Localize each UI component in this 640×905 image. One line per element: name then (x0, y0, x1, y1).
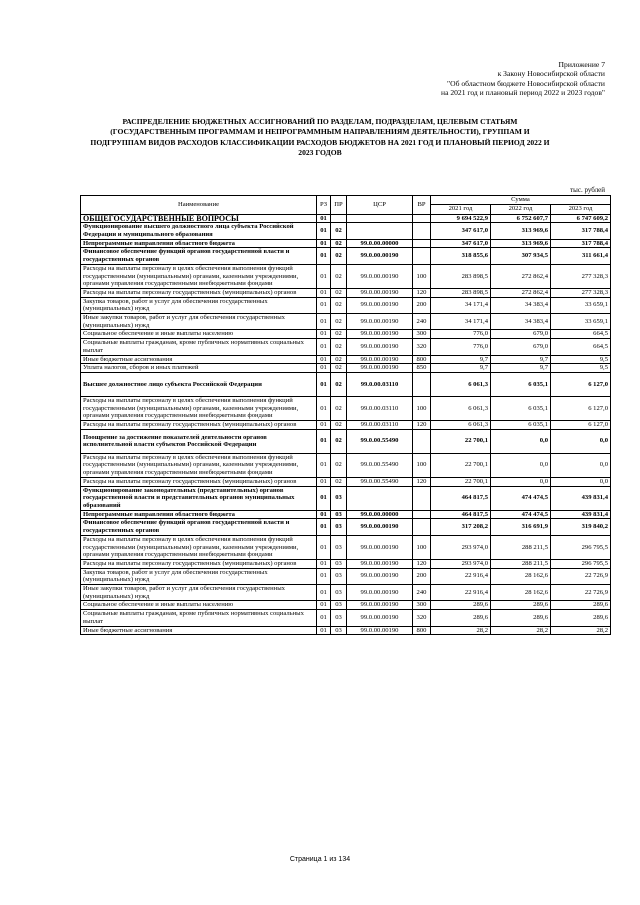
cell-name: ОБЩЕГОСУДАРСТВЕННЫЕ ВОПРОСЫ (81, 214, 317, 223)
cell-2022: 474 474,5 (491, 510, 551, 519)
cell-2022: 288 211,5 (491, 559, 551, 568)
cell-vr: 120 (413, 559, 431, 568)
appendix-line: "Об областном бюджете Новосибирской области (447, 78, 605, 88)
appendix-line: Приложение 7 (558, 60, 605, 69)
cell-2023: 277 328,3 (551, 288, 611, 297)
cell-2021: 22 916,4 (431, 568, 491, 584)
cell-csr: 99.0.00.00190 (347, 535, 413, 559)
cell-2021: 28,2 (431, 626, 491, 635)
header-name: Наименование (81, 196, 317, 215)
document-title: РАСПРЕДЕЛЕНИЕ БЮДЖЕТНЫХ АССИГНОВАНИЙ ПО РАЗДЕЛАМ, ПОДРАЗДЕЛАМ, ЦЕЛЕВЫМ СТАТЬЯМ (ГОСУДАРСТВЕННЫМ ПРОГРАММАМ И НЕПРОГРАММНЫМ НАПРАВЛЕНИЯМ ДЕЯТЕЛЬНОСТИ), ГРУППАМ И ПОДГРУППАМ ВИДОВ РАСХОДОВ КЛАССИФИКАЦИИ РАСХОДОВ БЮДЖЕТОВ НА 2021 ГОД И ПЛАНОВЫЙ ПЕРИОД 2022 И 2023 ГОДОВ (90, 117, 550, 157)
table-header-row (81, 196, 611, 205)
cell-2023: 6 127,0 (551, 396, 611, 420)
cell-pr: 03 (331, 585, 347, 601)
cell-rz: 01 (317, 339, 331, 355)
cell-2021: 9 694 522,9 (431, 214, 491, 223)
cell-name: Социальные выплаты гражданам, кроме публичных нормативных социальных выплат (81, 610, 317, 626)
cell-2022: 313 969,6 (491, 223, 551, 239)
cell-2023: 317 788,4 (551, 239, 611, 248)
cell-csr: 99.0.00.00190 (347, 330, 413, 339)
cell-csr: 99.0.00.55490 (347, 477, 413, 486)
cell-pr: 03 (331, 568, 347, 584)
cell-vr: 240 (413, 314, 431, 330)
cell-2021: 22 916,4 (431, 585, 491, 601)
cell-2021: 283 898,5 (431, 264, 491, 288)
cell-rz: 01 (317, 330, 331, 339)
cell-rz: 01 (317, 626, 331, 635)
cell-vr (413, 214, 431, 223)
table-row (81, 429, 611, 453)
cell-csr: 99.0.00.00000 (347, 510, 413, 519)
cell-2022: 316 691,9 (491, 519, 551, 535)
cell-pr: 02 (331, 264, 347, 288)
cell-2021: 9,7 (431, 355, 491, 364)
cell-csr: 99.0.00.00190 (347, 364, 413, 373)
appendix-line: на 2021 год и плановый период 2022 и 2023 годов" (441, 88, 605, 98)
cell-csr: 99.0.00.00190 (347, 626, 413, 635)
header-pr: ПР (331, 196, 347, 215)
cell-2021: 9,7 (431, 364, 491, 373)
cell-2021: 464 817,5 (431, 486, 491, 510)
table-row (81, 535, 611, 559)
cell-2023: 0,0 (551, 453, 611, 477)
cell-2022: 6 035,1 (491, 421, 551, 430)
cell-2022: 289,6 (491, 601, 551, 610)
cell-2022: 289,6 (491, 610, 551, 626)
cell-2022: 679,0 (491, 339, 551, 355)
cell-2022: 0,0 (491, 429, 551, 453)
cell-pr: 02 (331, 429, 347, 453)
cell-csr: 99.0.00.03110 (347, 396, 413, 420)
cell-rz: 01 (317, 372, 331, 396)
cell-2021: 347 617,0 (431, 239, 491, 248)
header-year-2023: 2023 год (551, 205, 611, 214)
cell-2023: 22 726,9 (551, 585, 611, 601)
header-year-2021: 2021 год (431, 205, 491, 214)
cell-vr (413, 372, 431, 396)
cell-rz: 01 (317, 264, 331, 288)
cell-2022: 34 383,4 (491, 297, 551, 313)
cell-2021: 34 171,4 (431, 297, 491, 313)
cell-csr: 99.0.00.00190 (347, 297, 413, 313)
cell-vr: 300 (413, 601, 431, 610)
cell-csr: 99.0.00.00190 (347, 610, 413, 626)
header-csr: ЦСР (347, 196, 413, 215)
cell-2022: 28 162,6 (491, 585, 551, 601)
cell-2022: 6 035,1 (491, 372, 551, 396)
cell-2022: 0,0 (491, 453, 551, 477)
cell-2021: 347 617,0 (431, 223, 491, 239)
table-row (81, 239, 611, 248)
cell-2022: 313 969,6 (491, 239, 551, 248)
cell-csr (347, 223, 413, 239)
cell-vr: 850 (413, 364, 431, 373)
cell-pr: 02 (331, 288, 347, 297)
header-vr: ВР (413, 196, 431, 215)
cell-name: Иные закупки товаров, работ и услуг для обеспечения государственных (муниципальных) нужд (81, 314, 317, 330)
cell-csr (347, 486, 413, 510)
cell-rz: 01 (317, 421, 331, 430)
cell-2022: 28,2 (491, 626, 551, 635)
table-row (81, 339, 611, 355)
cell-csr: 99.0.00.00190 (347, 568, 413, 584)
cell-2023: 296 795,5 (551, 535, 611, 559)
cell-pr: 03 (331, 610, 347, 626)
cell-2022: 272 862,4 (491, 288, 551, 297)
cell-vr (413, 223, 431, 239)
cell-2023: 664,5 (551, 330, 611, 339)
header-rz: РЗ (317, 196, 331, 215)
cell-vr: 320 (413, 339, 431, 355)
cell-2022: 6 035,1 (491, 396, 551, 420)
cell-csr: 99.0.00.00190 (347, 519, 413, 535)
cell-rz: 01 (317, 364, 331, 373)
table-body (81, 214, 611, 635)
cell-rz: 01 (317, 486, 331, 510)
cell-2023: 0,0 (551, 477, 611, 486)
cell-2023: 439 831,4 (551, 486, 611, 510)
cell-2022: 272 862,4 (491, 264, 551, 288)
cell-name: Непрограммные направления областного бюджета (81, 239, 317, 248)
cell-name: Расходы на выплаты персоналу в целях обеспечения выполнения функций государственными (муниципальными) органами, казенными учреждениями, органами управления государственными внебюджетными фондами (81, 535, 317, 559)
cell-csr: 99.0.00.00190 (347, 264, 413, 288)
cell-csr: 99.0.00.00190 (347, 314, 413, 330)
cell-name: Расходы на выплаты персоналу государственных (муниципальных) органов (81, 559, 317, 568)
table-row (81, 223, 611, 239)
table-row (81, 314, 611, 330)
cell-name: Закупка товаров, работ и услуг для обеспечения государственных (муниципальных) нужд (81, 297, 317, 313)
cell-2021: 317 208,2 (431, 519, 491, 535)
cell-rz: 01 (317, 288, 331, 297)
cell-pr: 03 (331, 535, 347, 559)
cell-2022: 9,7 (491, 364, 551, 373)
cell-2023: 22 726,9 (551, 568, 611, 584)
cell-rz: 01 (317, 355, 331, 364)
cell-rz: 01 (317, 535, 331, 559)
cell-csr: 99.0.00.00190 (347, 601, 413, 610)
table-row (81, 610, 611, 626)
cell-vr (413, 429, 431, 453)
cell-2023: 6 127,0 (551, 372, 611, 396)
cell-rz: 01 (317, 248, 331, 264)
cell-vr (413, 239, 431, 248)
table-row (81, 477, 611, 486)
cell-name: Функционирование законодательных (представительных) органов государственной власти и представительных органов муниципальных образований (81, 486, 317, 510)
cell-pr: 02 (331, 364, 347, 373)
cell-pr: 03 (331, 601, 347, 610)
table-row (81, 396, 611, 420)
cell-vr (413, 486, 431, 510)
cell-name: Иные закупки товаров, работ и услуг для обеспечения государственных (муниципальных) нужд (81, 585, 317, 601)
cell-pr: 02 (331, 453, 347, 477)
cell-vr: 800 (413, 355, 431, 364)
cell-2022: 288 211,5 (491, 535, 551, 559)
cell-2022: 679,0 (491, 330, 551, 339)
cell-name: Финансовое обеспечение функций органов государственной власти и государственных органов (81, 519, 317, 535)
cell-2021: 6 061,3 (431, 421, 491, 430)
table-row (81, 568, 611, 584)
cell-vr (413, 510, 431, 519)
cell-pr: 02 (331, 248, 347, 264)
cell-rz: 01 (317, 601, 331, 610)
cell-vr: 320 (413, 610, 431, 626)
cell-rz: 01 (317, 610, 331, 626)
table-row (81, 559, 611, 568)
cell-2021: 318 855,6 (431, 248, 491, 264)
appendix-line: к Закону Новосибирской области (497, 69, 605, 79)
cell-pr: 02 (331, 339, 347, 355)
cell-pr: 02 (331, 330, 347, 339)
appendix-note (275, 60, 605, 98)
cell-2021: 6 061,3 (431, 396, 491, 420)
cell-name: Закупка товаров, работ и услуг для обеспечения государственных (муниципальных) нужд (81, 568, 317, 584)
cell-pr: 02 (331, 396, 347, 420)
cell-vr: 100 (413, 396, 431, 420)
cell-rz: 01 (317, 477, 331, 486)
cell-name: Расходы на выплаты персоналу государственных (муниципальных) органов (81, 421, 317, 430)
cell-csr: 99.0.00.03110 (347, 372, 413, 396)
table-row (81, 330, 611, 339)
cell-rz: 01 (317, 559, 331, 568)
cell-name: Социальные выплаты гражданам, кроме публичных нормативных социальных выплат (81, 339, 317, 355)
cell-2023: 439 831,4 (551, 510, 611, 519)
cell-pr: 02 (331, 314, 347, 330)
cell-pr: 03 (331, 626, 347, 635)
cell-pr: 03 (331, 559, 347, 568)
cell-csr (347, 214, 413, 223)
cell-2021: 34 171,4 (431, 314, 491, 330)
cell-2021: 776,0 (431, 339, 491, 355)
cell-2021: 293 974,0 (431, 559, 491, 568)
cell-vr: 120 (413, 477, 431, 486)
cell-2023: 9,5 (551, 355, 611, 364)
cell-vr: 120 (413, 288, 431, 297)
cell-rz: 01 (317, 519, 331, 535)
cell-2023: 0,0 (551, 429, 611, 453)
cell-csr: 99.0.00.00000 (347, 239, 413, 248)
cell-pr: 02 (331, 355, 347, 364)
cell-2022: 0,0 (491, 477, 551, 486)
cell-csr: 99.0.00.03110 (347, 421, 413, 430)
cell-vr: 200 (413, 568, 431, 584)
cell-2023: 664,5 (551, 339, 611, 355)
cell-vr (413, 519, 431, 535)
cell-csr: 99.0.00.00190 (347, 339, 413, 355)
cell-2023: 319 840,2 (551, 519, 611, 535)
cell-2023: 33 659,1 (551, 297, 611, 313)
cell-2023: 317 788,4 (551, 223, 611, 239)
cell-name: Социальное обеспечение и иные выплаты населению (81, 330, 317, 339)
cell-rz: 01 (317, 429, 331, 453)
cell-name: Социальное обеспечение и иные выплаты населению (81, 601, 317, 610)
cell-2021: 464 817,5 (431, 510, 491, 519)
table-row (81, 264, 611, 288)
cell-rz: 01 (317, 239, 331, 248)
cell-csr: 99.0.00.00190 (347, 585, 413, 601)
table-row (81, 214, 611, 223)
table-row (81, 297, 611, 313)
cell-2022: 9,7 (491, 355, 551, 364)
cell-2022: 34 383,4 (491, 314, 551, 330)
table-row (81, 421, 611, 430)
cell-csr: 99.0.00.00190 (347, 288, 413, 297)
cell-name: Поощрение за достижение показателей деятельности органов исполнительной власти субъектов Российской Федерации (81, 429, 317, 453)
table-row (81, 510, 611, 519)
cell-name: Иные бюджетные ассигнования (81, 626, 317, 635)
cell-csr: 99.0.00.55490 (347, 429, 413, 453)
cell-vr: 100 (413, 264, 431, 288)
cell-vr (413, 248, 431, 264)
table-row (81, 626, 611, 635)
cell-pr: 02 (331, 477, 347, 486)
cell-name: Высшее должностное лицо субъекта Российской Федерации (81, 372, 317, 396)
cell-2021: 289,6 (431, 601, 491, 610)
table-row (81, 519, 611, 535)
cell-csr: 99.0.00.55490 (347, 453, 413, 477)
cell-vr: 800 (413, 626, 431, 635)
cell-rz: 01 (317, 585, 331, 601)
cell-pr: 03 (331, 510, 347, 519)
header-year-2022: 2022 год (491, 205, 551, 214)
cell-2023: 28,2 (551, 626, 611, 635)
cell-2023: 33 659,1 (551, 314, 611, 330)
cell-vr: 100 (413, 453, 431, 477)
cell-rz: 01 (317, 214, 331, 223)
cell-2021: 6 061,3 (431, 372, 491, 396)
cell-name: Расходы на выплаты персоналу в целях обеспечения выполнения функций государственными (муниципальными) органами, казенными учреждениями, органами управления государственными внебюджетными фондами (81, 453, 317, 477)
cell-2021: 22 700,1 (431, 453, 491, 477)
cell-rz: 01 (317, 314, 331, 330)
cell-name: Уплата налогов, сборов и иных платежей (81, 364, 317, 373)
cell-2023: 296 795,5 (551, 559, 611, 568)
cell-pr: 02 (331, 239, 347, 248)
cell-vr: 120 (413, 421, 431, 430)
table-row (81, 288, 611, 297)
cell-vr: 100 (413, 535, 431, 559)
cell-pr (331, 214, 347, 223)
cell-name: Непрограммные направления областного бюджета (81, 510, 317, 519)
cell-2023: 289,6 (551, 601, 611, 610)
cell-csr: 99.0.00.00190 (347, 559, 413, 568)
cell-pr: 03 (331, 519, 347, 535)
cell-rz: 01 (317, 223, 331, 239)
cell-name: Функционирование высшего должностного лица субъекта Российской Федерации и муниципального образования (81, 223, 317, 239)
cell-name: Расходы на выплаты персоналу государственных (муниципальных) органов (81, 477, 317, 486)
cell-2021: 283 898,5 (431, 288, 491, 297)
cell-vr: 300 (413, 330, 431, 339)
cell-csr: 99.0.00.00190 (347, 355, 413, 364)
cell-2021: 293 974,0 (431, 535, 491, 559)
cell-2022: 28 162,6 (491, 568, 551, 584)
cell-2021: 289,6 (431, 610, 491, 626)
cell-rz: 01 (317, 510, 331, 519)
cell-name: Иные бюджетные ассигнования (81, 355, 317, 364)
cell-2023: 9,5 (551, 364, 611, 373)
cell-csr: 99.0.00.00190 (347, 248, 413, 264)
cell-vr: 200 (413, 297, 431, 313)
cell-2023: 289,6 (551, 610, 611, 626)
cell-pr: 02 (331, 421, 347, 430)
cell-2022: 474 474,5 (491, 486, 551, 510)
cell-rz: 01 (317, 396, 331, 420)
table-row (81, 601, 611, 610)
cell-2023: 311 661,4 (551, 248, 611, 264)
cell-rz: 01 (317, 568, 331, 584)
cell-pr: 02 (331, 297, 347, 313)
table-row (81, 585, 611, 601)
cell-2021: 22 700,1 (431, 429, 491, 453)
cell-rz: 01 (317, 297, 331, 313)
cell-2021: 22 700,1 (431, 477, 491, 486)
table-row (81, 355, 611, 364)
table-row (81, 364, 611, 373)
cell-vr: 240 (413, 585, 431, 601)
table-row (81, 453, 611, 477)
cell-2023: 6 747 609,2 (551, 214, 611, 223)
cell-name: Расходы на выплаты персоналу государственных (муниципальных) органов (81, 288, 317, 297)
table-row (81, 486, 611, 510)
cell-2023: 6 127,0 (551, 421, 611, 430)
table-row (81, 372, 611, 396)
cell-rz: 01 (317, 453, 331, 477)
cell-name: Финансовое обеспечение функций органов государственной власти и государственных органов (81, 248, 317, 264)
budget-table (80, 195, 611, 635)
header-sum: Сумма (431, 196, 611, 205)
cell-pr: 03 (331, 486, 347, 510)
cell-2022: 307 934,5 (491, 248, 551, 264)
cell-2023: 277 328,3 (551, 264, 611, 288)
cell-2022: 6 752 607,7 (491, 214, 551, 223)
cell-name: Расходы на выплаты персоналу в целях обеспечения выполнения функций государственными (муниципальными) органами, казенными учреждениями, органами управления государственными внебюджетными фондами (81, 264, 317, 288)
cell-pr: 02 (331, 372, 347, 396)
page-footer: Страница 1 из 134 (289, 856, 351, 863)
units-label: тыс. рублей (570, 186, 605, 194)
cell-pr: 02 (331, 223, 347, 239)
cell-2021: 776,0 (431, 330, 491, 339)
cell-name: Расходы на выплаты персоналу в целях обеспечения выполнения функций государственными (муниципальными) органами, казенными учреждениями, органами управления государственными внебюджетными фондами (81, 396, 317, 420)
table-row (81, 248, 611, 264)
